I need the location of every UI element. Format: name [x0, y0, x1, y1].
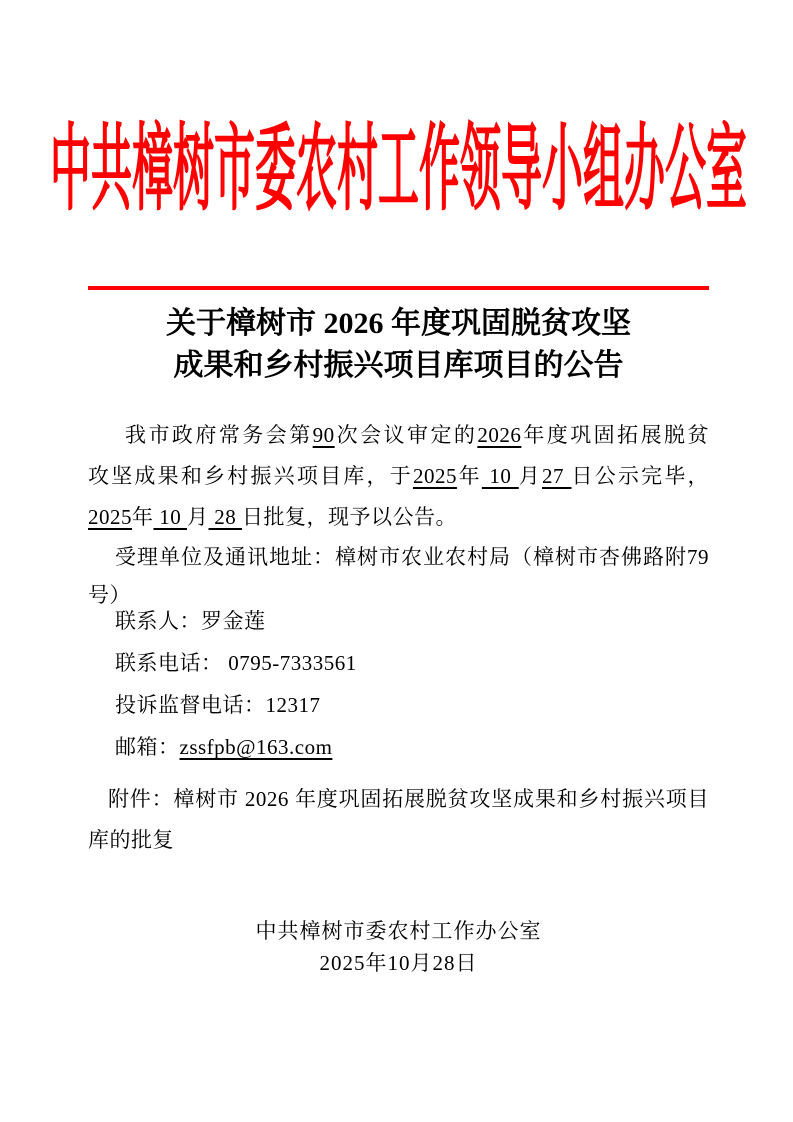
email-address: zssfpb@163.com	[179, 735, 333, 759]
letterhead-title: 中共樟树市委农村工作领导小组办公室	[50, 115, 747, 221]
contact-person-line: 联系人：罗金莲	[115, 609, 266, 633]
contact-info	[88, 600, 709, 768]
letterhead-banner	[50, 112, 747, 221]
document-title-line2: 成果和乡村振兴项目库项目的公告	[173, 349, 624, 382]
page-content	[0, 112, 793, 979]
document-title-line1: 关于樟树市 2026 年度巩固脱贫攻坚	[166, 307, 631, 340]
signature-block	[88, 915, 709, 979]
signature-organization: 中共樟树市委农村工作办公室	[255, 919, 542, 943]
paragraph-approval: 我市政府常务会第90次会议审定的2026年度巩固拓展脱贫 攻坚成果和乡村振兴项目库，于2025年 10 月27 日公示完毕， 2025年 10 月 28 日批复，现予以公告。	[88, 423, 710, 529]
email-label: 邮箱：	[115, 735, 180, 759]
paragraph-accepting-unit: 受理单位及通讯地址：樟树市农业农村局（樟树市杏佛路附79 号）	[88, 545, 709, 607]
email-line	[88, 726, 709, 768]
red-divider-rule	[88, 286, 709, 290]
complaint-phone-line: 投诉监督电话：12317	[115, 693, 321, 717]
signature-date: 2025年10月28日	[319, 951, 478, 975]
contact-phone-line: 联系电话： 0795-7333561	[115, 651, 357, 675]
document-title	[88, 303, 709, 387]
attachment-note: 附件：樟树市 2026 年度巩固拓展脱贫攻坚成果和乡村振兴项目 库的批复	[88, 787, 709, 852]
document-body	[88, 415, 709, 861]
